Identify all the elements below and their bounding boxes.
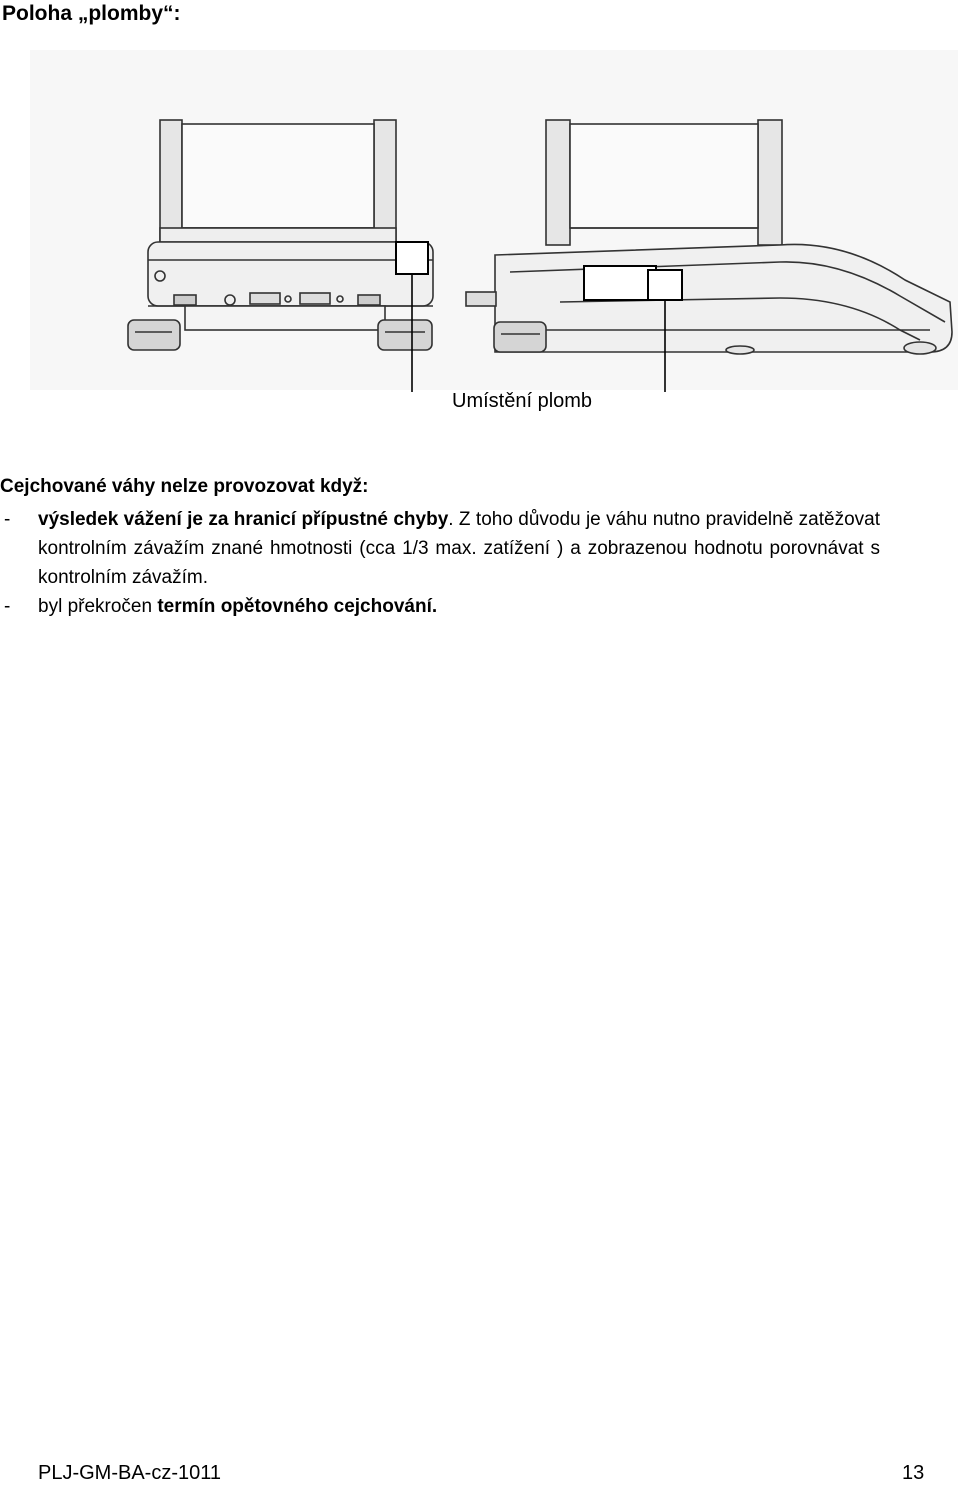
seal-marker-front (396, 242, 428, 274)
foot-right (378, 320, 432, 350)
side-shield-glass (570, 124, 758, 228)
condition-text: byl překročen (38, 596, 158, 617)
calibration-conditions (0, 472, 880, 621)
seal-location-caption: Umístění plomb (452, 390, 593, 412)
rs232-port-1 (250, 293, 280, 304)
condition-text: . Z toho důvodu je váhu nutno pravidelně zatěžovat kontrolním závažím znané hmotnosti (cca 1/3 max. zatížení ) a zobrazenou hodnotu porovnávat s kontrolním závažím. (38, 509, 880, 588)
condition-item (0, 592, 880, 621)
page-heading: Poloha „plomby“: (2, 2, 181, 25)
side-foot (494, 322, 546, 352)
seal-marker-side-small (648, 270, 682, 300)
rs232-port-2 (300, 293, 330, 304)
list-dash: - (4, 596, 11, 617)
balance-drawing (0, 40, 960, 420)
shield-post-right (374, 120, 396, 245)
conditions-title: Cejchované váhy nelze provozovat když: (0, 476, 369, 497)
condition-bold-text: termín opětovného cejchování. (157, 596, 438, 617)
footer-page-number: 13 (902, 1462, 925, 1484)
list-dash: - (4, 509, 11, 530)
condition-bold-text: výsledek vážení je za hranicí přípustné chyby (38, 509, 449, 530)
condition-item (0, 505, 880, 592)
foot-left (128, 320, 180, 350)
seal-marker-side-large (584, 266, 656, 300)
footer-document-id: PLJ-GM-BA-cz-1011 (38, 1462, 222, 1484)
balance-figure (0, 40, 960, 420)
shield-glass (182, 124, 374, 228)
shield-post-left (160, 120, 182, 245)
side-shield-post-left (546, 120, 570, 245)
side-shield-post-right (758, 120, 782, 245)
